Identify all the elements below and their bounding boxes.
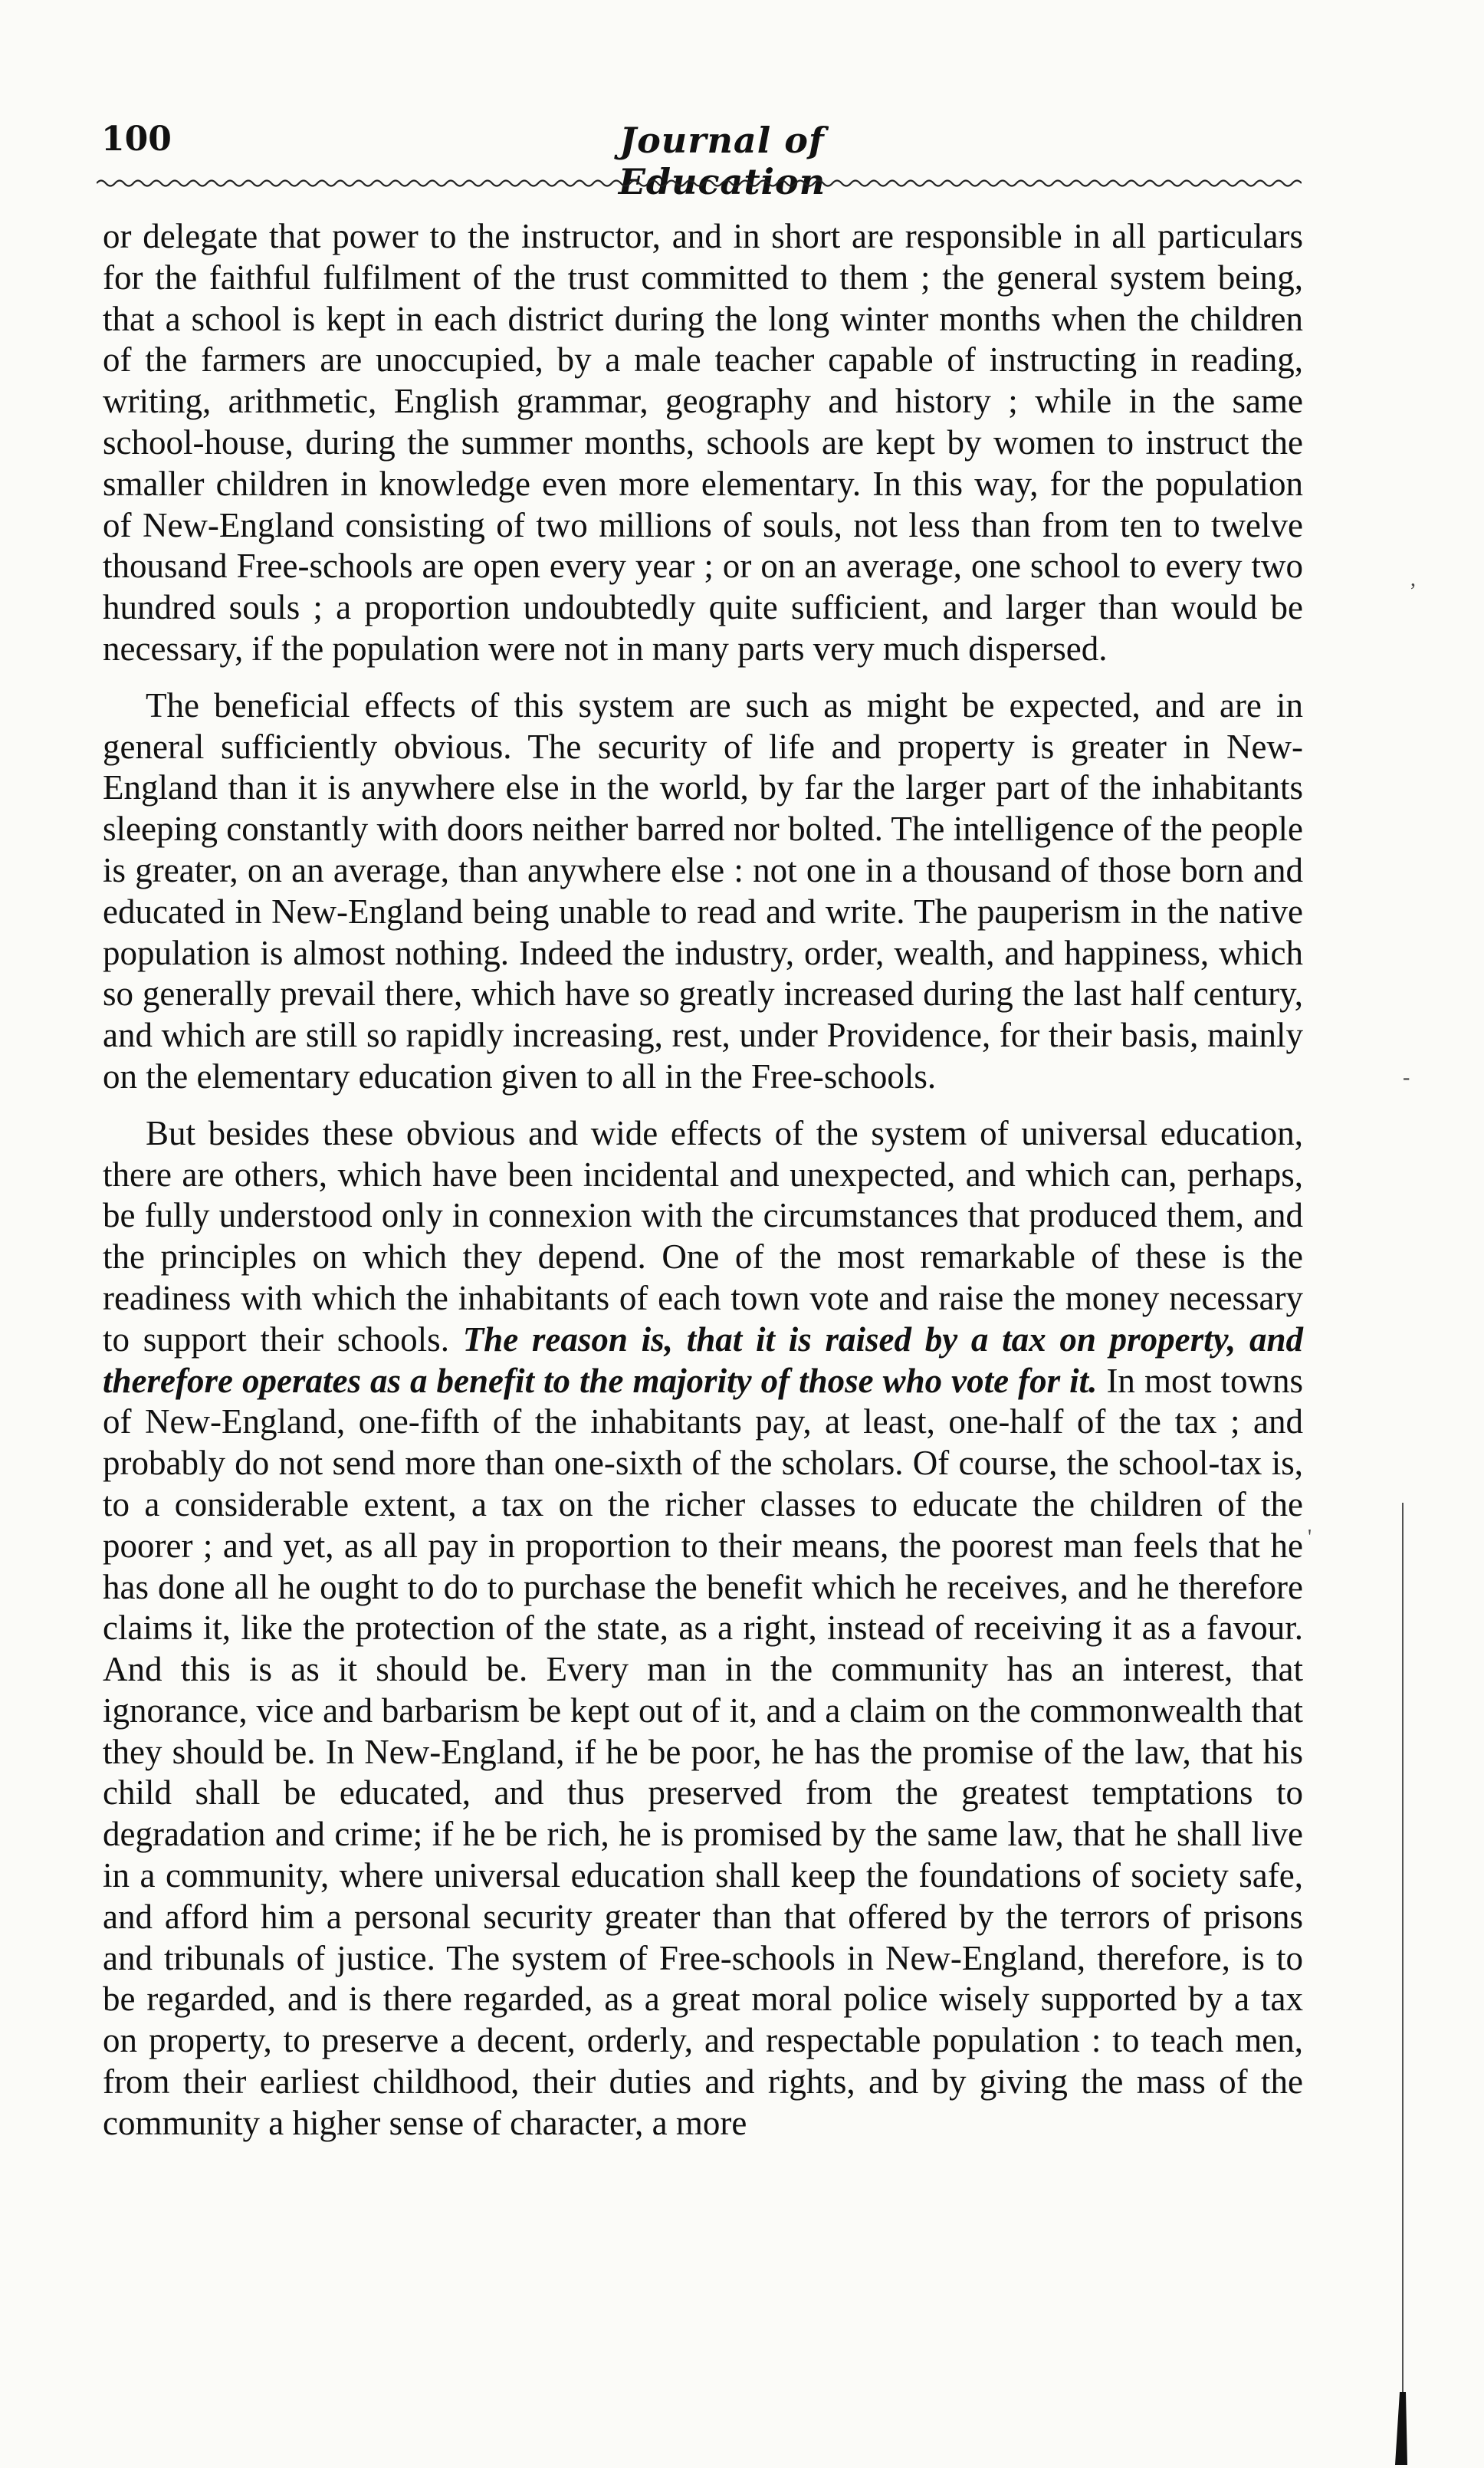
page-header (101, 113, 1297, 202)
decorative-header-rule (97, 178, 1302, 189)
paragraph-2-text: The beneficial effects of this system are such as might be expected, and are in general sufficiently obvious. The security of life and property is greater in New-England than it is anywhere else in the world, by far the larger part of the inhabitants sleeping constantly with doors neither barred nor bolted. The intelligence of the people is greater, on an average, than anywhere else : not one in a thousand of those born and educated in New-England being unable to read and write. The pauperism in the native population is almost nothing. Indeed the industry, order, wealth, and happiness, which so generally prevail there, which have so greatly increased during the last half century, and which are still so rapidly increasing, rest, under Providence, for their basis, mainly on the elementary education given to all in the Free-schools. (103, 685, 1303, 1096)
paragraph-3-text-before-emphasis: But besides these obvious and wide effects of the system of universal education, there are others, which have been incidental and unexpected, and which can, perhaps, be fully understood only in connexion with the circumstances that produced them, and the principles on which they depend. One of the most remarkable of these is the readiness with which the inhabitants of each town vote and raise the money necessary to support their schools. (103, 1113, 1303, 1359)
paragraph-3 (103, 1113, 1303, 2144)
running-title: Journal of Education (618, 120, 826, 202)
margin-tick-mark: ' (1308, 1526, 1312, 1549)
paragraph-3-emphasis: The reason is, that it is raised by a tax on property, and therefore operates as a benefit to the majority of those who vote for it. (103, 1319, 1303, 1400)
margin-dash-mark: - (1403, 1066, 1410, 1089)
paragraph-1 (103, 216, 1303, 670)
paragraph-1-text: or delegate that power to the instructor, and in short are responsible in all particulars for the faithful fulfilment of the trust committed to them ; the general system being, that a school is kept in each district during the long winter months when the children of the farmers are unoccupied, by a male teacher capable of instructing in reading, writing, arithmetic, English grammar, geography and history ; while in the same school-house, during the summer months, schools are kept by women to instruct the smaller children in knowledge even more elementary. In this way, for the population of New-England consisting of two millions of souls, not less than from ten to twelve thousand Free-schools are open every year ; or on an average, one school to every two hundred souls ; a proportion undoubtedly quite sufficient, and larger than would be necessary, if the population were not in many parts very much dispersed. (103, 217, 1303, 668)
body-text (103, 216, 1303, 2144)
paragraph-3-text-after-emphasis: In most towns of New-England, one-fifth of the inhabitants pay, at least, one-half of the tax ; and probably do not send more than one-sixth of the scholars. Of course, the school-tax is, to a considerable extent, a tax on the richer classes to educate the children of the poorer ; and yet, as all pay in proportion to their means, the poorest man feels that he has done all he ought to do to purchase the benefit which he receives, and he therefore claims it, like the protection of the state, as a right, instead of receiving it as a favour. And this is as it should be. Every man in the community has an interest, that ignorance, vice and barbarism be kept out of it, and a claim on the commonwealth that they should be. In New-England, if he be poor, he has the promise of the law, that his child shall be educated, and thus preserved from the greatest temptations to degradation and crime; if he be rich, he is promised by the same law, that he shall live in a community, where universal education shall keep the foundations of society safe, and afford him a personal security greater than that offered by the terrors of prisons and tribunals of justice. The system of Free-schools in New-England, therefore, is to be regarded, and is there regarded, as a great moral police wisely supported by a tax on property, to preserve a decent, orderly, and respectable population : to teach men, from their earliest childhood, their duties and rights, and by giving the mass of the community a higher sense of character, a more (103, 1361, 1303, 2142)
paragraph-2 (103, 685, 1303, 1098)
page-edge-shadow-line (1389, 1503, 1412, 2465)
margin-comma-mark: , (1410, 567, 1416, 591)
page-number: 100 (101, 120, 172, 159)
